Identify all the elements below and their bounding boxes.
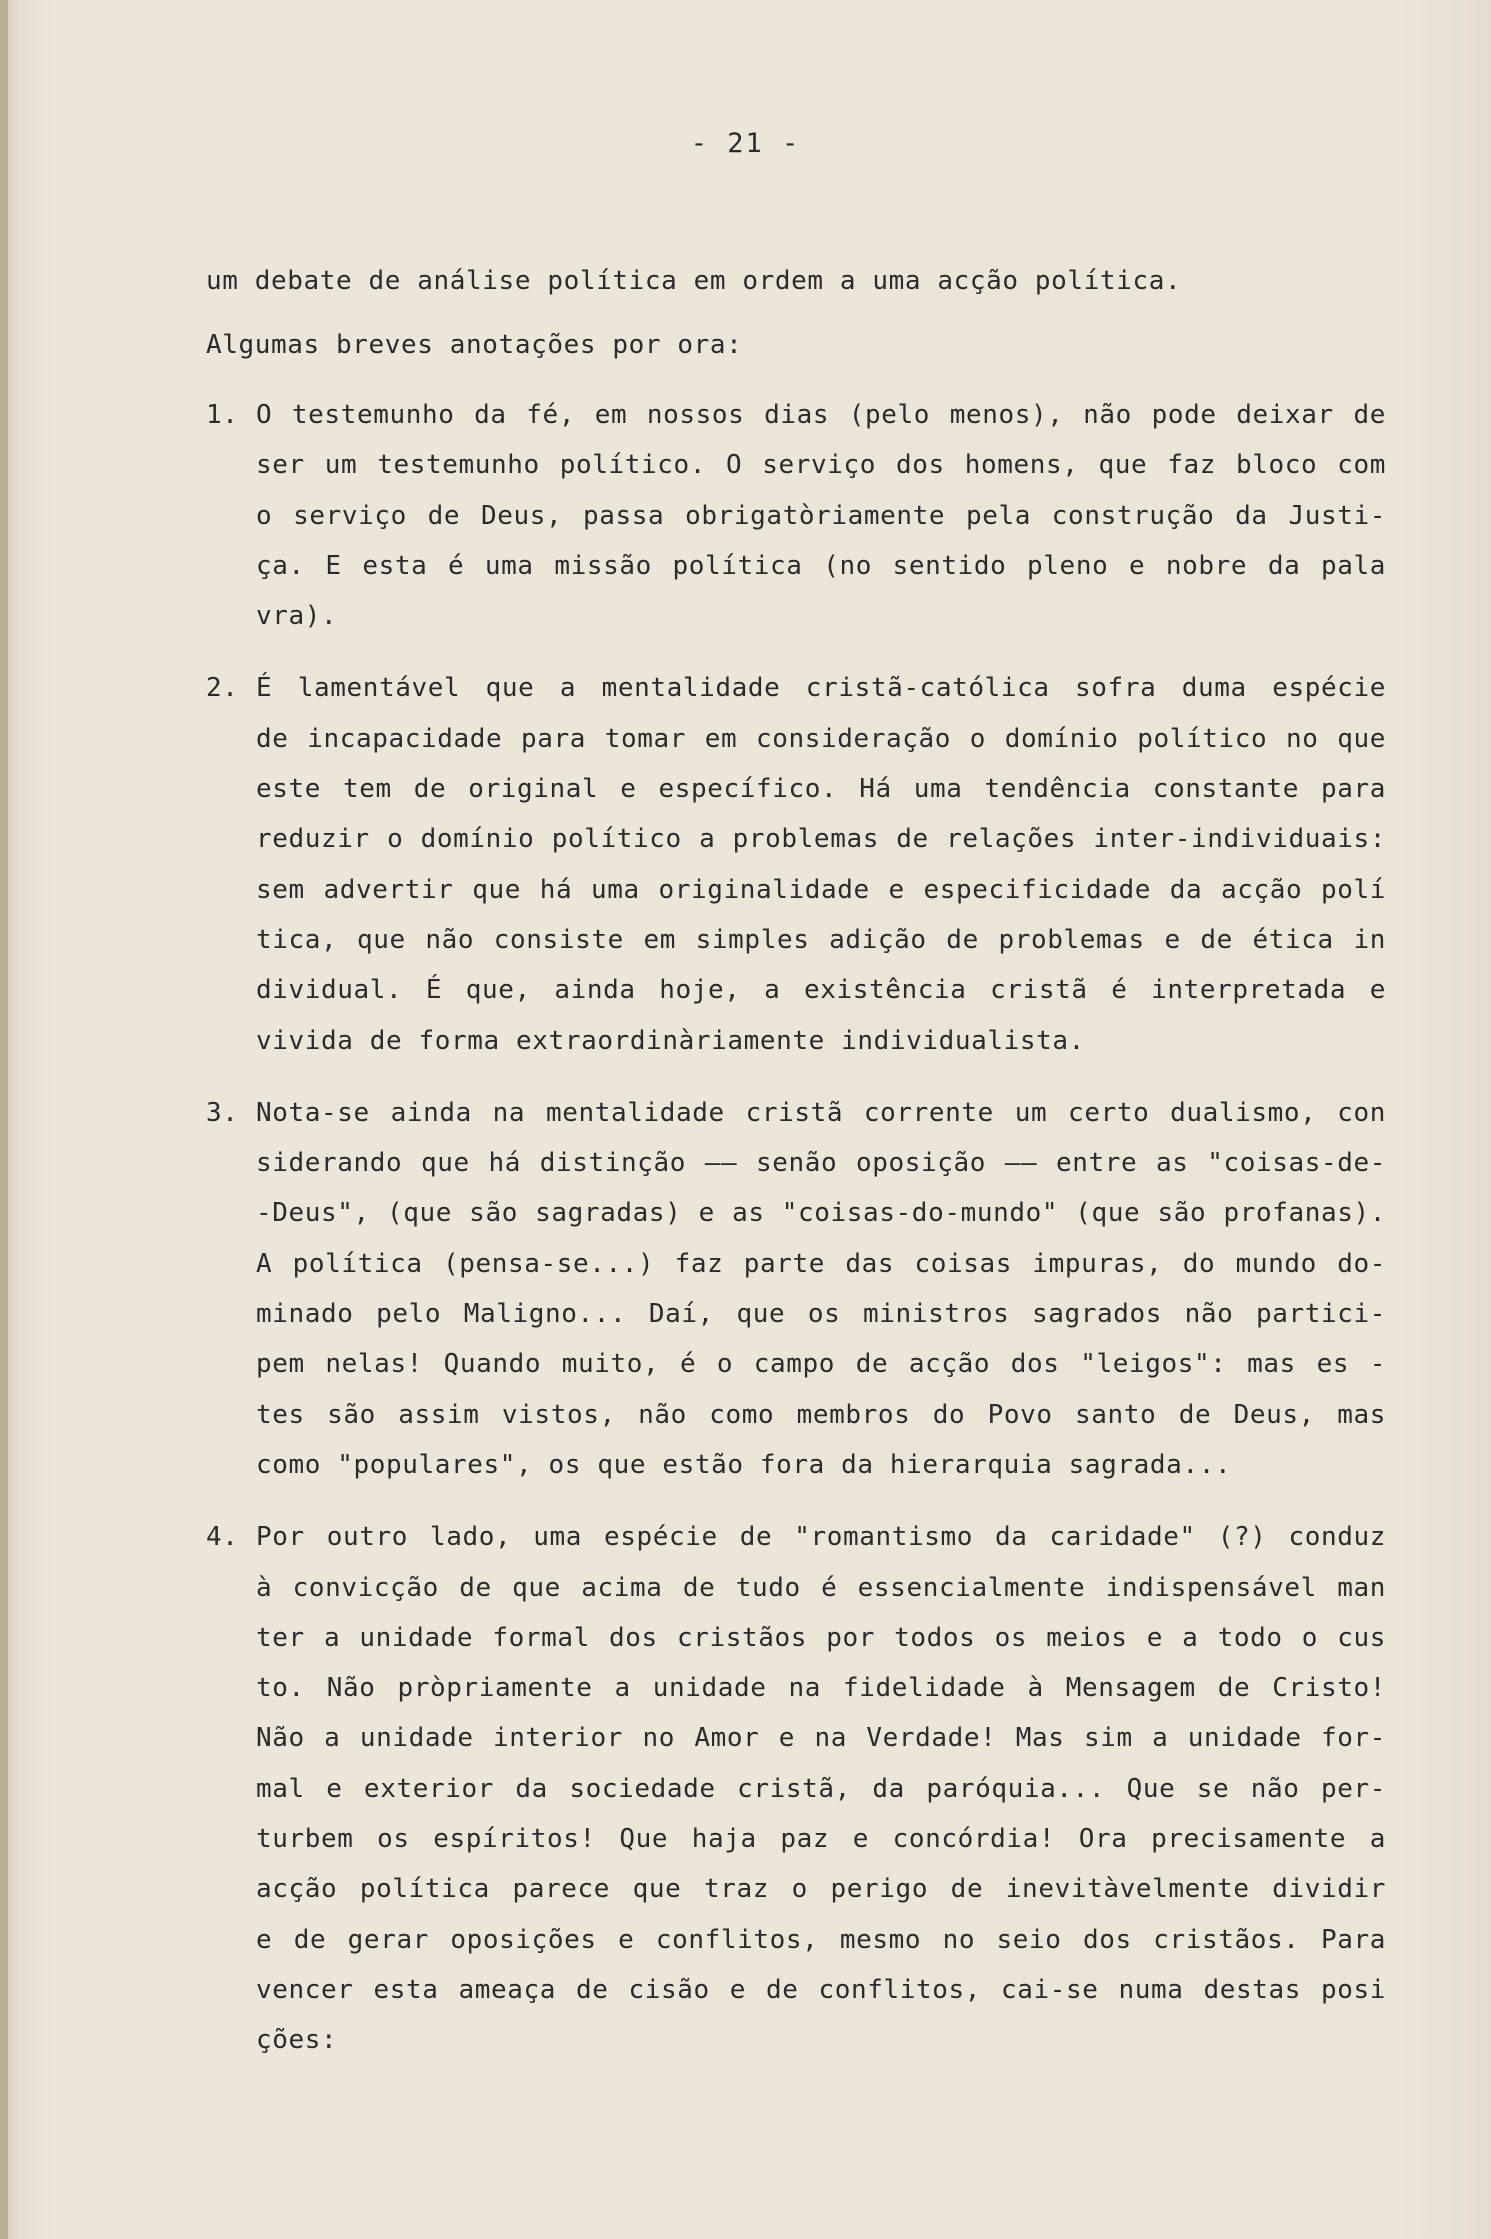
text-line: dividual. É que, ainda hoje, a existência cristã é interpretada e: [256, 975, 1386, 1006]
text-line: turbem os espíritos! Que haja paz e concórdia! Ora precisamente a: [256, 1824, 1386, 1855]
text-line: -Deus", (que são sagradas) e as "coisas-do-mundo" (que são profanas).: [256, 1198, 1386, 1229]
text-line: sem advertir que há uma originalidade e especificidade da acção polí: [256, 874, 1386, 905]
page-spine-shadow: [0, 0, 8, 2239]
text-line: vivida de forma extraordinàriamente individualista.: [256, 1025, 1085, 1056]
text-line: pem nelas! Quando muito, é o campo de acção dos "leigos": mas es -: [256, 1349, 1386, 1380]
text-line: reduzir o domínio político a problemas de relações inter-individuais:: [256, 824, 1386, 855]
text-line: Por outro lado, uma espécie de "romantismo da caridade" (?) conduz: [256, 1522, 1386, 1553]
list-number: 3.: [206, 1097, 239, 1128]
text-line: o serviço de Deus, passa obrigatòriamente pela construção da Justi-: [256, 500, 1386, 531]
list-item-4: [206, 1512, 1386, 2065]
text-line: de incapacidade para tomar em consideração o domínio político no que: [256, 723, 1386, 754]
text-line: e de gerar oposições e conflitos, mesmo no seio dos cristãos. Para: [256, 1924, 1386, 1955]
list-number: 1.: [206, 400, 239, 430]
text-line: ser um testemunho político. O serviço dos homens, que faz bloco com: [256, 450, 1386, 481]
text-line: ça. E esta é uma missão política (no sentido pleno e nobre da pala: [256, 550, 1386, 581]
lead-line: Algumas breves anotações por ora:: [206, 330, 743, 360]
page-number: - 21 -: [690, 128, 801, 159]
page-body: [206, 258, 1386, 2088]
text-line: O testemunho da fé, em nossos dias (pelo menos), não pode deixar de: [256, 400, 1386, 430]
text-line: à convicção de que acima de tudo é essencialmente indispensável man: [256, 1572, 1386, 1603]
text-line: Não a unidade interior no Amor e na Verdade! Mas sim a unidade for-: [256, 1723, 1386, 1754]
text-line: ções:: [256, 2025, 338, 2056]
text-line: este tem de original e específico. Há uma tendência constante para: [256, 774, 1386, 805]
text-line: to. Não pròpriamente a unidade na fidelidade à Mensagem de Cristo!: [256, 1673, 1386, 1704]
list-number: 4.: [206, 1522, 239, 1553]
text-line: ter a unidade formal dos cristãos por todos os meios e a todo o cus: [256, 1622, 1386, 1653]
text-line: vencer esta ameaça de cisão e de conflitos, cai-se numa destas posi: [256, 1974, 1386, 2005]
text-line: tes são assim vistos, não como membros do Povo santo de Deus, mas: [256, 1399, 1386, 1430]
text-line: vra).: [256, 601, 338, 632]
text-line: mal e exterior da sociedade cristã, da paróquia... Que se não per-: [256, 1773, 1386, 1804]
text-line: É lamentável que a mentalidade cristã-católica sofra duma espécie: [256, 673, 1386, 704]
text-line: minado pelo Maligno... Daí, que os ministros sagrados não partici-: [256, 1299, 1386, 1330]
list-item-1: [206, 390, 1386, 641]
text-line: A política (pensa-se...) faz parte das coisas impuras, do mundo do-: [256, 1248, 1386, 1279]
list-number: 2.: [206, 673, 239, 704]
text-line: acção política parece que traz o perigo de inevitàvelmente dividir: [256, 1874, 1386, 1905]
text-line: Nota-se ainda na mentalidade cristã corrente um certo dualismo, con: [256, 1097, 1386, 1128]
list-item-2: [206, 663, 1386, 1065]
text-line: siderando que há distinção –– senão oposição –– entre as "coisas-de-: [256, 1148, 1386, 1179]
text-line: tica, que não consiste em simples adição de problemas e de ética in: [256, 924, 1386, 955]
list-item-3: [206, 1088, 1386, 1490]
text-line: como "populares", os que estão fora da hierarquia sagrada...: [256, 1449, 1232, 1480]
intro-line: um debate de análise política em ordem a uma acção política.: [206, 266, 1182, 296]
